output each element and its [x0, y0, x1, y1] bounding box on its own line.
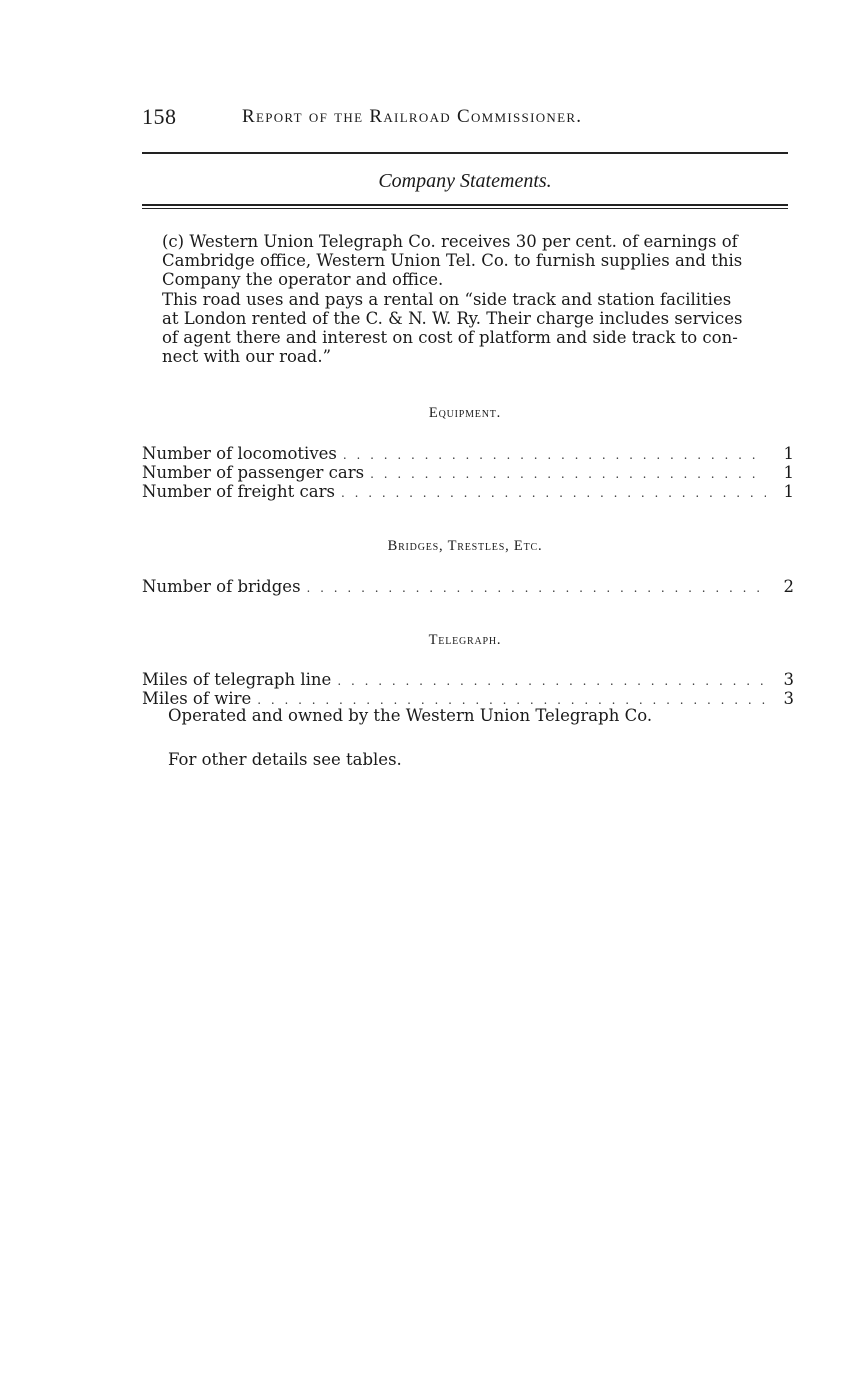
paragraph-side-track	[142, 290, 788, 366]
running-head	[142, 104, 792, 134]
row-value: 2	[783, 577, 794, 596]
row-label: Miles of telegraph line	[142, 670, 332, 689]
footer-note: For other details see tables.	[168, 750, 402, 769]
telegraph-note: Operated and owned by the Western Union Telegraph Co.	[168, 706, 653, 725]
paragraph-line: Company the operator and office.	[162, 270, 444, 289]
bottom-rule	[142, 204, 788, 206]
paragraph-line: of agent there and interest on cost of platform and side track to con-	[162, 328, 738, 347]
dot-leader	[307, 578, 766, 598]
equipment-row-locomotives	[142, 444, 794, 464]
telegraph-heading: Telegraph.	[428, 632, 502, 648]
paragraph-line: Cambridge office, Western Union Tel. Co. to furnish supplies and this	[162, 251, 743, 270]
dot-leader	[341, 483, 766, 503]
bottom-rule-thin	[142, 208, 788, 209]
row-label: Number of freight cars	[142, 482, 335, 501]
paragraph-line: nect with our road.”	[162, 347, 332, 366]
page-number: 158	[142, 104, 177, 129]
telegraph-row-line	[142, 670, 794, 690]
bridges-heading: Bridges, Trestles, Etc.	[387, 538, 543, 554]
dot-leader	[343, 445, 766, 465]
paragraph-line: at London rented of the C. & N. W. Ry. Their charge includes services	[162, 309, 743, 328]
row-value: 1	[783, 444, 794, 463]
row-label: Number of bridges	[142, 577, 301, 596]
row-label: Number of passenger cars	[142, 463, 365, 482]
bridges-row-count	[142, 577, 794, 597]
equipment-row-freight-cars	[142, 482, 794, 502]
dot-leader	[370, 464, 766, 484]
row-value: 1	[783, 482, 794, 501]
equipment-heading: Equipment.	[428, 405, 502, 421]
section-heading: Company Statements.	[378, 170, 552, 192]
row-value: 3	[783, 670, 794, 689]
paragraph-western-union	[142, 232, 788, 289]
row-label: Number of locomotives	[142, 444, 337, 463]
top-rule	[142, 152, 788, 154]
paragraph-line: This road uses and pays a rental on “side track and station facilities	[162, 290, 732, 309]
running-title: Report of the Railroad Commissioner.	[242, 106, 583, 127]
row-label: Miles of wire	[142, 689, 252, 708]
paragraph-line: (c) Western Union Telegraph Co. receives 30 per cent. of earnings of	[162, 232, 738, 251]
row-value: 3	[783, 689, 794, 708]
row-value: 1	[783, 463, 794, 482]
equipment-row-passenger-cars	[142, 463, 794, 483]
dot-leader	[337, 671, 766, 691]
